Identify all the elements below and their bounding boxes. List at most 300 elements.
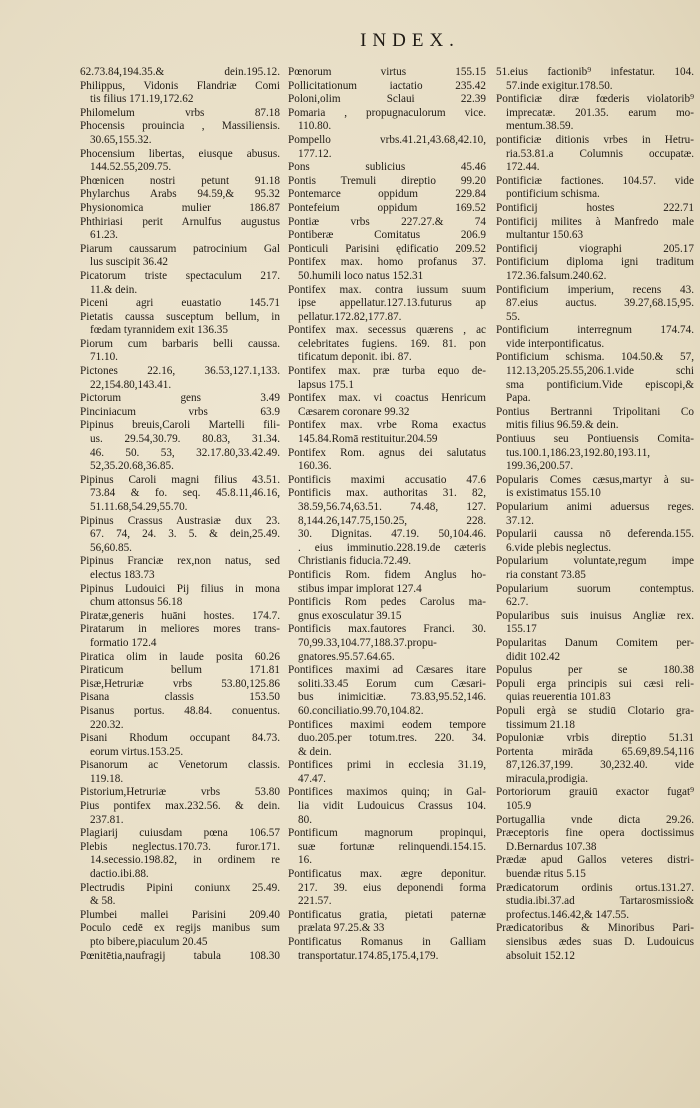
index-entry-line: Pontifices maximi eodem tempore	[288, 718, 486, 731]
index-entry-line: 46. 50. 53, 32.17.80,33.42.49.	[90, 446, 280, 459]
index-entry-line: Plebis neglectus.170.73. furor.171.	[80, 840, 280, 853]
index-entry-line: pontificium schisma.	[506, 188, 600, 201]
index-entry-line: Populi ergà se studiū Clotario gra-	[496, 704, 694, 717]
index-entry	[496, 284, 694, 325]
index-entry-line: siensibus ædes suas D. Ludouicus	[506, 936, 694, 948]
index-entry-line: 47.47.	[298, 772, 326, 785]
index-entry	[496, 555, 694, 582]
index-entry-line: Pontificium interregnum 174.74.	[496, 324, 694, 337]
index-entry-line: 8,144.26,147.75,150.25, 228.	[298, 514, 486, 527]
index-entry-line: Cæsarem coronare 99.32	[298, 405, 410, 418]
index-entry-line: 22,154.80,143.41.	[90, 378, 172, 391]
index-entry-line: suæ fortunæ relinquendi.154.15.	[298, 840, 486, 853]
index-entry-line: 62.73.84,194.35.& dein.195.12.	[80, 66, 280, 78]
index-entry-line: 50.humili loco natus 152.31	[298, 269, 424, 282]
index-entry	[496, 854, 694, 881]
index-entry-line: Piceni agri euastatio 145.71	[80, 297, 280, 310]
index-entry	[80, 216, 280, 243]
index-entry-line: 145.84.Romā restituitur.204.59	[298, 433, 438, 446]
index-entry	[80, 651, 280, 665]
index-entry	[496, 66, 694, 93]
index-entry	[288, 284, 486, 325]
index-entry	[288, 66, 486, 80]
index-entry	[496, 827, 694, 854]
index-entry	[288, 936, 486, 963]
index-entry	[288, 229, 486, 243]
index-entry-line: quias reuerentia 101.83	[506, 691, 611, 704]
index-entry-line: Pontifex max. præ turba equo de-	[288, 365, 486, 378]
index-entry	[496, 678, 694, 705]
index-entry	[496, 528, 694, 555]
index-entry-line: Pontificis maximi accusatio 47.6	[288, 473, 486, 486]
index-entry-line: Pontificiæ diræ fœderis violatorib⁹	[496, 93, 694, 106]
index-entry	[496, 134, 694, 175]
index-entry	[496, 256, 694, 283]
index-entry	[80, 664, 280, 678]
index-entry-line: Pinciniacum vrbs 63.9	[80, 405, 280, 418]
index-entry-line: 62.7.	[506, 596, 529, 609]
index-entry-line: lia vidit Ludouicus Crassus 104.	[298, 800, 486, 813]
index-entry	[80, 705, 280, 732]
index-entry-line: is existimatus 155.10	[506, 487, 601, 500]
index-entry	[80, 406, 280, 420]
index-entry	[496, 664, 694, 678]
index-entry-line: ipse appellatur.127.13.futurus ap	[298, 297, 486, 310]
index-entry-line: 87,126.37,199. 30,232.40. vide	[506, 759, 694, 772]
index-entry-line: 51.11.68,54.29,55.70.	[90, 501, 188, 513]
index-entry	[80, 786, 280, 800]
index-entry-line: 112.13,205.25.55,206.1.vide schi	[506, 365, 694, 378]
index-entry-line: Philomelum vrbs 87.18	[80, 106, 280, 119]
index-entry-line: Popularium animi aduersus reges.	[496, 501, 694, 513]
index-entry-line: Pontis Tremuli direptio 99.20	[288, 174, 486, 187]
index-entry-line: Pontifex max. secessus quærens , ac	[288, 324, 486, 337]
index-entry-line: Pontifices primi in ecclesia 31.19,	[288, 759, 486, 772]
index-entry-line: Pons sublicius 45.46	[288, 161, 486, 174]
index-entry-line: 60.conciliatio.99.70,104.82.	[298, 704, 424, 717]
index-entry-line: Prædicatoribus & Minoribus Pari-	[496, 922, 694, 935]
index-entry-line: 6.vide plebis neglectus.	[506, 541, 612, 554]
index-entry	[288, 419, 486, 446]
index-entry-line: Pisanus portus. 48.84. conuentus.	[80, 704, 280, 717]
index-entry	[496, 746, 694, 787]
index-entry-line: 70,99.33,104.77,188.37.propu-	[298, 636, 437, 649]
index-entry	[288, 324, 486, 365]
index-entry-line: mentum.38.59.	[506, 120, 574, 133]
index-entry-line: Pontificis max. authoritas 31. 82,	[288, 487, 486, 500]
index-entry-line: Pontificij milites à Manfredo male	[496, 215, 694, 228]
index-entry-line: formatio 172.4	[90, 636, 157, 649]
index-entry-line: 160.36.	[298, 460, 332, 473]
index-entry-line: Pontifex Rom. agnus dei salutatus	[288, 446, 486, 459]
index-entry-line: Pompello vrbs.41.21,43.68,42.10,	[288, 133, 486, 146]
index-entry-line: Pontificij hostes 222.71	[496, 201, 694, 214]
index-entry-line: 221.57.	[298, 895, 332, 908]
index-entry-line: Popularibus suis inuisus Angliæ rex.	[496, 609, 694, 622]
index-entry-line: & dein.	[298, 745, 332, 758]
index-entry	[288, 243, 486, 257]
index-entry	[80, 202, 280, 216]
index-entry	[496, 637, 694, 664]
index-entry	[288, 256, 486, 283]
index-entry-line: 37.12.	[506, 514, 534, 527]
index-entry	[80, 243, 280, 270]
index-entry-line: Pistorium,Hetruriæ vrbs 53.80	[80, 786, 280, 799]
index-entry-line: 105.9	[506, 800, 532, 813]
index-entry	[288, 447, 486, 474]
index-entry	[496, 583, 694, 610]
index-entry	[496, 243, 694, 257]
index-entry-line: Christianis fiducia.72.49.	[298, 555, 412, 568]
index-entry-line: 57.inde exigitur.178.50.	[506, 79, 613, 92]
index-entry	[80, 909, 280, 923]
index-entry-line: D.Bernardus 107.38	[506, 840, 597, 853]
index-entry-line: . eius imminutio.228.19.de cæteris	[298, 541, 486, 554]
index-entry-line: Portoriorum grauiū exactor fugat⁹	[496, 786, 694, 799]
index-entry-line: Pœnorum virtus 155.15	[288, 66, 486, 78]
index-entry-line: Phocensium libertas, eiusque abusus.	[80, 147, 280, 160]
index-entry-line: Picatorum triste spectaculum 217.	[80, 269, 280, 282]
index-entry-line: Piraticum bellum 171.81	[80, 664, 280, 677]
index-entry-line: 217. 39. eius deponendi forma	[298, 881, 486, 894]
index-entry-line: soliti.33.45 Eorum cum Cæsari-	[298, 677, 486, 690]
index-entry-line: sma pontificium.Vide episcopi,&	[506, 378, 694, 391]
index-entry-line: prælata 97.25.& 33	[298, 922, 385, 935]
index-entry-line: Papa.	[506, 392, 531, 405]
index-entry-line: Pietatis caussa susceptum bellum, in	[80, 310, 280, 323]
index-entry-line: 172.36.falsum.240.62.	[506, 269, 607, 282]
index-entry-line: imprecatæ. 201.35. earum mo-	[506, 106, 694, 119]
index-entry-line: 172.44.	[506, 161, 540, 174]
index-entry-line: & 58.	[90, 895, 116, 908]
index-entry-line: buendæ ritus 5.15	[506, 868, 586, 881]
index-entry	[80, 922, 280, 949]
index-entry-line: 16.	[298, 854, 312, 867]
index-entry-line: 67. 74, 24. 3. 5. & dein,25.49.	[90, 528, 280, 541]
index-entry-line: didit 102.42	[506, 650, 561, 663]
index-entry	[288, 664, 486, 718]
index-entry-line: absoluit 152.12	[506, 949, 575, 962]
index-entry	[80, 882, 280, 909]
index-entry-line: Piratica olim in laude posita 60.26	[80, 650, 280, 663]
index-entry	[496, 786, 694, 813]
index-entry-line: mitis filius 96.59.& dein.	[506, 419, 619, 432]
index-entry-line: 56,60.85.	[90, 541, 132, 554]
index-entry	[496, 433, 694, 474]
index-entry-line: 73.84 & fo. seq. 45.8.11,46.16,	[90, 487, 280, 500]
index-entry	[80, 691, 280, 705]
index-entry	[80, 841, 280, 882]
index-entry	[288, 759, 486, 786]
index-entry-line: Popularis Comes cæsus,martyr à su-	[496, 473, 694, 486]
index-entry-line: Pisani Rhodum occupant 84.73.	[80, 732, 280, 745]
index-entry	[80, 80, 280, 107]
index-entry-line: 119.18.	[90, 772, 124, 785]
index-entry	[80, 610, 280, 624]
index-entry	[288, 786, 486, 827]
index-entry	[496, 175, 694, 202]
index-entry-line: Pontificij viographi 205.17	[496, 242, 694, 255]
index-entry	[80, 175, 280, 189]
index-entry-line: Philippus, Vidonis Flandriæ Comi	[80, 79, 280, 92]
index-entry-line: 237.81.	[90, 813, 124, 826]
index-entry-line: vide interpontificatus.	[506, 337, 605, 350]
index-entry-line: 199.36,200.57.	[506, 460, 574, 473]
index-entry-line: 11.& dein.	[90, 283, 138, 296]
index-entry	[496, 202, 694, 216]
index-entry-line: Pontifices maximi ad Cæsares itare	[288, 664, 486, 677]
index-entry	[288, 827, 486, 868]
index-entry	[288, 134, 486, 161]
index-entry-line: Prædæ apud Gallos veteres distri-	[496, 854, 694, 867]
index-entry-line: Piratarum in meliores mores trans-	[80, 623, 280, 636]
index-entry	[496, 882, 694, 923]
index-entry-line: Plumbei mallei Parisini 209.40	[80, 908, 280, 921]
index-entry	[288, 202, 486, 216]
index-entry-line: Pomaria , propugnaculorum vice.	[288, 106, 486, 119]
index-entry-line: Pontificium imperium, recens 43.	[496, 283, 694, 296]
index-entry-line: multantur 150.63	[506, 229, 584, 242]
index-entry-line: gnus exosculatur 39.15	[298, 609, 402, 622]
index-entry	[80, 419, 280, 473]
index-entry-line: Populoniæ vrbis direptio 51.31	[496, 732, 694, 745]
index-entry-line: Pipinus Franciæ rex,non natus, sed	[80, 555, 280, 568]
index-entry-line: Popularii caussa nō deferenda.155.	[496, 528, 694, 541]
index-entry-line: tis filius 171.19,172.62	[90, 93, 194, 106]
index-entry-line: us. 29.54,30.79. 80.83, 31.34.	[90, 433, 280, 446]
index-entry-line: Piratæ,generis huāni hostes. 174.7.	[80, 609, 280, 622]
index-entry-line: Pontificatus max. ægre deponitur.	[288, 868, 486, 881]
index-entry	[80, 365, 280, 392]
index-entry-line: Pontius Bertranni Tripolitani Co	[496, 405, 694, 418]
index-entry-line: 177.12.	[298, 147, 332, 160]
index-entry	[288, 80, 486, 94]
index-entry-line: Pipinus breuis,Caroli Martelli fili-	[80, 419, 280, 432]
index-entry	[288, 175, 486, 189]
index-entry-line: Pontificium diploma igni traditum	[496, 256, 694, 269]
index-entry-line: Pius pontifex max.232.56. & dein.	[80, 800, 280, 813]
index-entry-line: 220.32.	[90, 718, 124, 731]
index-entry	[496, 474, 694, 501]
index-entry-line: Pontefeium oppidum 169.52	[288, 201, 486, 214]
index-entry-line: 55.	[506, 310, 520, 323]
index-entry-line: Pisana classis 153.50	[80, 691, 280, 704]
index-entry-line: celebritates fugiens. 169. 81. pon	[298, 337, 486, 350]
index-entry	[288, 188, 486, 202]
index-entry-line: stibus impar implorat 127.4	[298, 582, 422, 595]
index-entry	[496, 93, 694, 134]
index-entry	[80, 120, 280, 147]
index-entry-line: Pontifex max. homo profanus 37.	[288, 256, 486, 269]
index-entry-line: Populi erga principis sui cæsi reli-	[496, 677, 694, 690]
index-entry-line: Pontiuus seu Pontiuensis Comita-	[496, 433, 694, 446]
index-entry-line: Popularium voluntate,regum impe	[496, 555, 694, 568]
index-entry-line: Populus per se 180.38	[496, 664, 694, 677]
index-entry-line: tus.100.1,186.23,192.80,193.11,	[506, 446, 651, 459]
index-entry-line: profectus.146.42,& 147.55.	[506, 908, 630, 921]
page-title: INDEX.	[360, 30, 460, 51]
index-entry-line: 155.17	[506, 623, 537, 636]
index-entry-line: dactio.ibi.88.	[90, 868, 149, 881]
index-entry-line: Phœnicen nostri petunt 91.18	[80, 174, 280, 187]
index-entry	[80, 392, 280, 406]
index-entry	[288, 569, 486, 596]
index-entry-line: Pipinus Ludouici Pij filius in mona	[80, 582, 280, 595]
index-entry-line: 52,35.20.68,36.85.	[90, 460, 174, 473]
index-entry-line: Pisæ,Hetruriæ vrbs 53.80,125.86	[80, 677, 280, 690]
index-entry-line: Pictorum gens 3.49	[80, 392, 280, 405]
index-entry-line: Pontifices maximos quinq; in Gal-	[288, 786, 486, 799]
index-entry-line: Pœnitētia,naufragij tabula 108.30	[80, 949, 280, 962]
index-entry-line: Pontificum magnorum propinqui,	[288, 827, 486, 840]
index-entry	[80, 827, 280, 841]
index-entry-line: pto bibere,piaculum 20.45	[90, 936, 208, 948]
index-entry-line: tificatum deponit. ibi. 87.	[298, 351, 412, 364]
index-entry	[496, 351, 694, 405]
index-entry	[288, 365, 486, 392]
index-entry	[80, 270, 280, 297]
index-entry-line: Pollicitationum iactatio 235.42	[288, 79, 486, 92]
index-entry-line: Pipinus Caroli magni filius 43.51.	[80, 473, 280, 486]
index-entry-line: Pontifex max. vrbe Roma exactus	[288, 419, 486, 432]
index-column-left	[80, 66, 280, 963]
index-entry-line: 71.10.	[90, 351, 118, 364]
index-entry-line: Præceptoris fine opera doctissimus	[496, 827, 694, 840]
index-entry-line: Piarum caussarum patrocinium Gal	[80, 242, 280, 255]
index-entry-line: Phocensis prouincia , Massiliensis.	[80, 120, 280, 133]
index-entry	[496, 324, 694, 351]
index-entry	[80, 474, 280, 515]
index-entry-line: 110.80.	[298, 120, 332, 133]
index-entry	[80, 338, 280, 365]
index-entry-line: fœdam tyrannidem exit 136.35	[90, 324, 228, 337]
index-entry	[80, 759, 280, 786]
index-entry	[80, 623, 280, 650]
index-entry	[496, 922, 694, 963]
index-entry-line: Pipinus Crassus Austrasiæ dux 23.	[80, 514, 280, 527]
index-entry-line: tissimum 21.18	[506, 718, 575, 731]
index-entry	[288, 216, 486, 230]
index-entry-line: Phylarchus Arabs 94.59,& 95.32	[80, 188, 280, 201]
index-entry-line: Prædicatorum ordinis ortus.131.27.	[496, 881, 694, 894]
index-entry	[80, 583, 280, 610]
index-entry	[80, 148, 280, 175]
index-entry-line: Pontemarce oppidum 229.84	[288, 188, 486, 201]
index-entry	[288, 719, 486, 760]
index-entry-line: Ponticuli Parisini ędificatio 209.52	[288, 242, 486, 255]
index-entry-line: Pontifex max. contra iussum suum	[288, 283, 486, 296]
index-entry-line: pontificiæ ditionis vrbes in Hetru-	[496, 133, 694, 146]
index-entry-line: Physionomica mulier 186.87	[80, 201, 280, 214]
index-entry-line: lus suscipit 36.42	[90, 256, 169, 269]
index-entry-line: 61.23.	[90, 229, 118, 242]
index-entry-line: ria.53.81.a Columnis occupatæ.	[506, 147, 694, 160]
index-entry	[496, 216, 694, 243]
index-entry-line: Pontiæ vrbs 227.27.& 74	[288, 215, 486, 228]
index-entry	[80, 66, 280, 80]
index-entry-line: 87.eius auctus. 39.27,68.15,95.	[506, 297, 694, 310]
index-entry-line: 144.52.55,209.75.	[90, 161, 172, 174]
index-entry-line: Piorum cum barbaris belli caussa.	[80, 337, 280, 350]
index-entry-line: 38.59,56.74,63.51. 74.48, 127.	[298, 501, 486, 513]
index-entry	[288, 596, 486, 623]
index-entry-line: miracula,prodigia.	[506, 772, 589, 785]
index-entry-line: ria constant 73.85	[506, 568, 586, 581]
index-entry	[288, 487, 486, 569]
index-entry	[80, 950, 280, 964]
index-entry-line: Portenta mirāda 65.69,89.54,116	[496, 745, 694, 758]
index-entry	[496, 610, 694, 637]
index-entry-line: Pontificatus gratia, pietati paternæ	[288, 908, 486, 921]
index-entry-line: Portugallia vnde dicta 29.26.	[496, 813, 694, 826]
index-entry-line: Pontificis max.fautores Franci. 30.	[288, 623, 486, 636]
index-entry-line: Pictones 22.16, 36.53,127.1,133.	[80, 365, 280, 378]
index-entry	[80, 188, 280, 202]
index-entry	[80, 107, 280, 121]
index-column-middle	[288, 66, 486, 963]
index-entry-line: Pontificatus Romanus in Galliam	[288, 936, 486, 948]
index-entry-line: Pisanorum ac Venetorum classis.	[80, 759, 280, 772]
index-entry-line: Plectrudis Pipini coniunx 25.49.	[80, 881, 280, 894]
index-entry-line: Poculo cedē ex regijs manibus sum	[80, 922, 280, 935]
index-entry-line: studia.ibi.37.ad Tartarosmissio&	[506, 895, 694, 908]
index-entry	[288, 107, 486, 134]
index-entry-line: pellatur.172.82,177.87.	[298, 310, 402, 323]
index-entry	[80, 678, 280, 692]
index-entry-line: eorum virtus.153.25.	[90, 745, 184, 758]
index-entry	[496, 732, 694, 746]
index-entry-line: 30.65,155.32.	[90, 133, 152, 146]
index-entry-line: lapsus 175.1	[298, 378, 354, 391]
index-entry	[288, 392, 486, 419]
index-entry	[288, 474, 486, 488]
index-entry-line: 80.	[298, 813, 312, 826]
index-entry-line: Pontifex max. vi coactus Henricum	[288, 392, 486, 405]
index-entry	[80, 297, 280, 311]
index-entry	[496, 501, 694, 528]
index-entry-line: Pontificium schisma. 104.50.& 57,	[496, 351, 694, 364]
index-entry	[288, 161, 486, 175]
index-entry	[496, 406, 694, 433]
index-entry-line: Plagiarij cuiusdam pœna 106.57	[80, 827, 280, 840]
index-column-right	[496, 66, 694, 963]
index-entry-line: Popularitas Danum Comitem per-	[496, 636, 694, 649]
index-entry-line: Phthiriasi perit Arnulfus augustus	[80, 215, 280, 228]
index-entry-line: electus 183.73	[90, 568, 155, 581]
index-entry-line: duo.205.per totum.tres. 220. 34.	[298, 732, 486, 745]
index-entry-line: 30. Dignitas. 47.19. 50,104.46.	[298, 528, 486, 541]
index-entry-line: Poloni,olim Sclaui 22.39	[288, 93, 486, 106]
index-entry-line: Pontificiæ factiones. 104.57. vide	[496, 174, 694, 187]
index-entry	[80, 732, 280, 759]
index-entry-line: chum attonsus 56.18	[90, 596, 183, 609]
index-entry-line: bus inimicitiæ. 73.83,95.52,146.	[298, 691, 486, 704]
index-entry	[496, 705, 694, 732]
index-entry-line: Pontificis Rom pedes Carolus ma-	[288, 596, 486, 609]
index-entry	[496, 814, 694, 828]
index-entry	[80, 515, 280, 556]
index-entry-line: Pontiberæ Comitatus 206.9	[288, 229, 486, 242]
index-entry-line: Pontificis Rom. fidem Anglus ho-	[288, 568, 486, 581]
index-entry	[80, 555, 280, 582]
index-entry	[288, 868, 486, 909]
index-entry-line: 14.secessio.198.82, in ordinem re	[90, 854, 280, 867]
index-entry	[80, 311, 280, 338]
index-entry	[288, 909, 486, 936]
index-entry-line: 51.eius factionib⁹ infestatur. 104.	[496, 66, 694, 78]
index-entry	[288, 623, 486, 664]
index-entry	[80, 800, 280, 827]
